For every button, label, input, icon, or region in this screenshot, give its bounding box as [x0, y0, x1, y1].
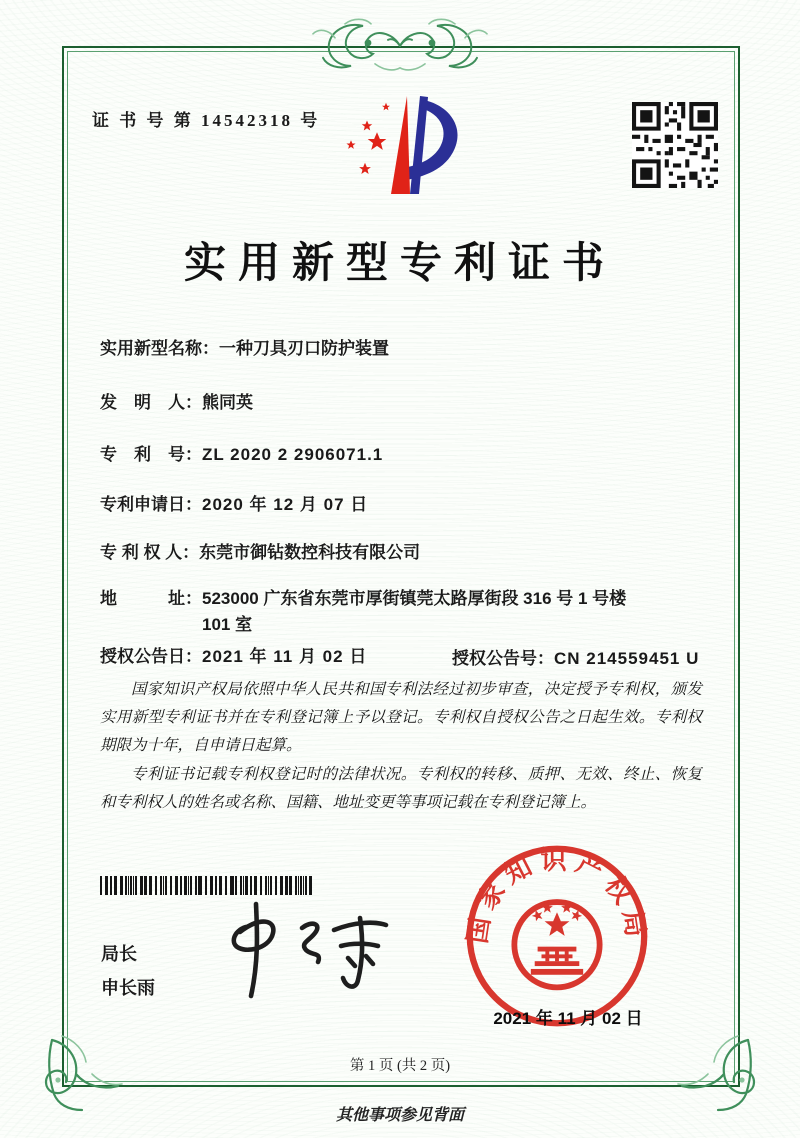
field-value: 523000 广东省东莞市厚街镇莞太路厚街段 316 号 1 号楼 101 室 — [202, 589, 627, 635]
cnipa-official-seal-icon — [463, 842, 651, 1030]
legal-paragraph-2: 专利证书记载专利权登记时的法律状况。专利权的转移、质押、无效、终止、恢复和专利权人的姓名或名称、国籍、地址变更等事项记载在专利登记簿上。 — [100, 765, 702, 811]
back-side-note: 其他事项参见背面 — [335, 1107, 464, 1124]
field-address — [100, 586, 650, 639]
page-number: 第 1 页 (共 2 页) — [349, 1058, 451, 1074]
field-patent-number — [100, 442, 383, 468]
field-utility-model-name — [100, 336, 389, 362]
field-label: 专利申请日： — [100, 495, 202, 514]
field-value: ZL 2020 2 2906071.1 — [202, 445, 384, 464]
field-inventor — [100, 390, 253, 416]
cnipa-patent-logo-icon — [334, 90, 466, 212]
seal-ring-text: 国家知识产权局 — [463, 845, 651, 946]
field-patentee — [100, 540, 420, 566]
field-value: 熊同英 — [202, 393, 253, 412]
field-value: 东莞市御钻数控科技有限公司 — [199, 543, 421, 562]
field-grant-date — [100, 644, 367, 670]
field-filing-date — [100, 492, 368, 518]
field-label: 授权公告号： — [452, 649, 554, 668]
field-value: 2020 年 12 月 07 日 — [202, 495, 369, 514]
seal-date: 2021 年 11 月 02 日 — [493, 1009, 643, 1028]
field-label: 专 利 号： — [100, 445, 202, 464]
barcode-icon — [100, 876, 312, 895]
field-label: 发 明 人： — [100, 393, 202, 412]
commissioner-name: 申长雨 — [101, 978, 155, 998]
commissioner-title: 局长 — [101, 944, 137, 964]
legal-paragraph-1: 国家知识产权局依照中华人民共和国专利法经过初步审查，决定授予专利权，颁发实用新型专利证书并在专利登记簿上予以登记。专利权自授权公告之日起生效。专利权期限为十年，自申请日起算。 — [100, 681, 702, 755]
field-label: 地 址： — [100, 589, 202, 608]
field-value: 2021 年 11 月 02 日 — [202, 647, 368, 666]
commissioner-signature-icon — [210, 898, 400, 1006]
field-value: 一种刀具刃口防护装置 — [219, 339, 389, 358]
field-value: CN 214559451 U — [554, 649, 700, 668]
qr-code-icon — [632, 102, 718, 188]
certificate-number: 证 书 号 第 14542318 号 — [92, 111, 321, 130]
field-label: 实用新型名称： — [100, 339, 219, 358]
field-label: 授权公告日： — [100, 647, 202, 666]
field-label: 专 利 权 人： — [100, 543, 200, 562]
certificate-title: 实用新型专利证书 — [183, 241, 616, 287]
field-grant-number — [452, 644, 699, 669]
legal-text-block — [100, 676, 702, 817]
